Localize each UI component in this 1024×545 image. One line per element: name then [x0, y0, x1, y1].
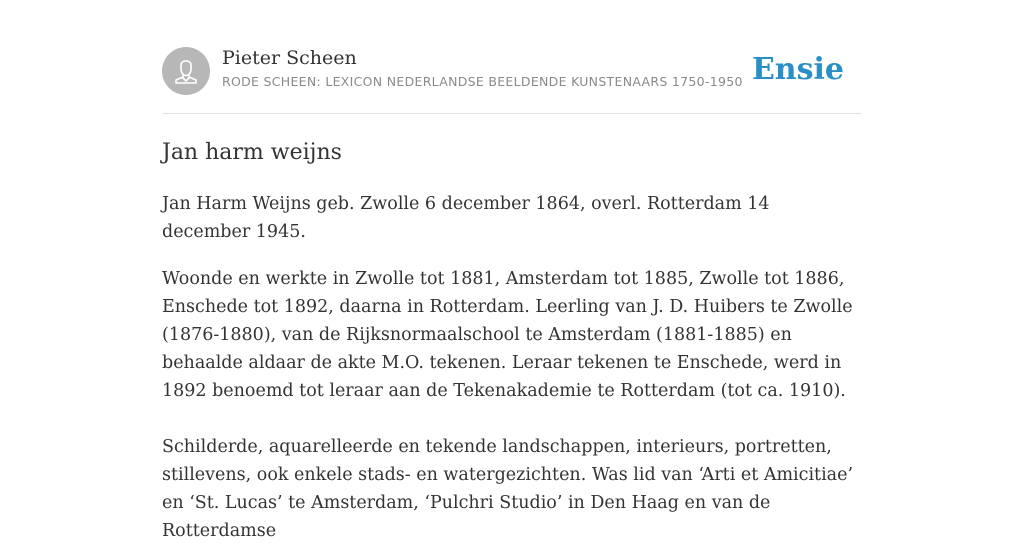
author-header	[162, 46, 862, 114]
article-paragraph: Woonde en werkte in Zwolle tot 1881, Amsterdam tot 1885, Zwolle tot 1886, Enschede tot 1892, daarna in Rotterdam. Leerling van J. D. Huibers te Zwolle (1876-1880), van de Rijksnormaalschool te Amsterdam (1881-1885) en behaalde aldaar de akte M.O. tekenen. Leraar tekenen te Enschede, werd in 1892 benoemd tot leraar aan de Tekenakademie te Rotterdam (tot ca. 1910).	[162, 269, 853, 401]
author-avatar[interactable]	[162, 47, 210, 95]
article-paragraph: Schilderde, aquarelleerde en tekende landschappen, interieurs, portretten, stillevens, ook enkele stads- en watergezichten. Was lid van ‘Arti et Amicitiae’ en ‘St. Lucas’ te Amsterdam, ‘Pulchri Studio’ in Den Haag en van de Rotterdamse	[162, 437, 854, 541]
article-paragraph: Jan Harm Weijns geb. Zwolle 6 december 1864, overl. Rotterdam 14 december 1945.	[162, 194, 770, 242]
ensie-logo[interactable]: Ensie	[751, 52, 844, 87]
author-name[interactable]: Pieter Scheen	[222, 47, 357, 69]
article-title: Jan harm weijns	[162, 140, 342, 165]
article-body	[162, 190, 862, 545]
user-silhouette-icon	[162, 47, 210, 95]
source-publication[interactable]: RODE SCHEEN: LEXICON NEDERLANDSE BEELDENDE KUNSTENAARS 1750-1950	[222, 74, 743, 89]
